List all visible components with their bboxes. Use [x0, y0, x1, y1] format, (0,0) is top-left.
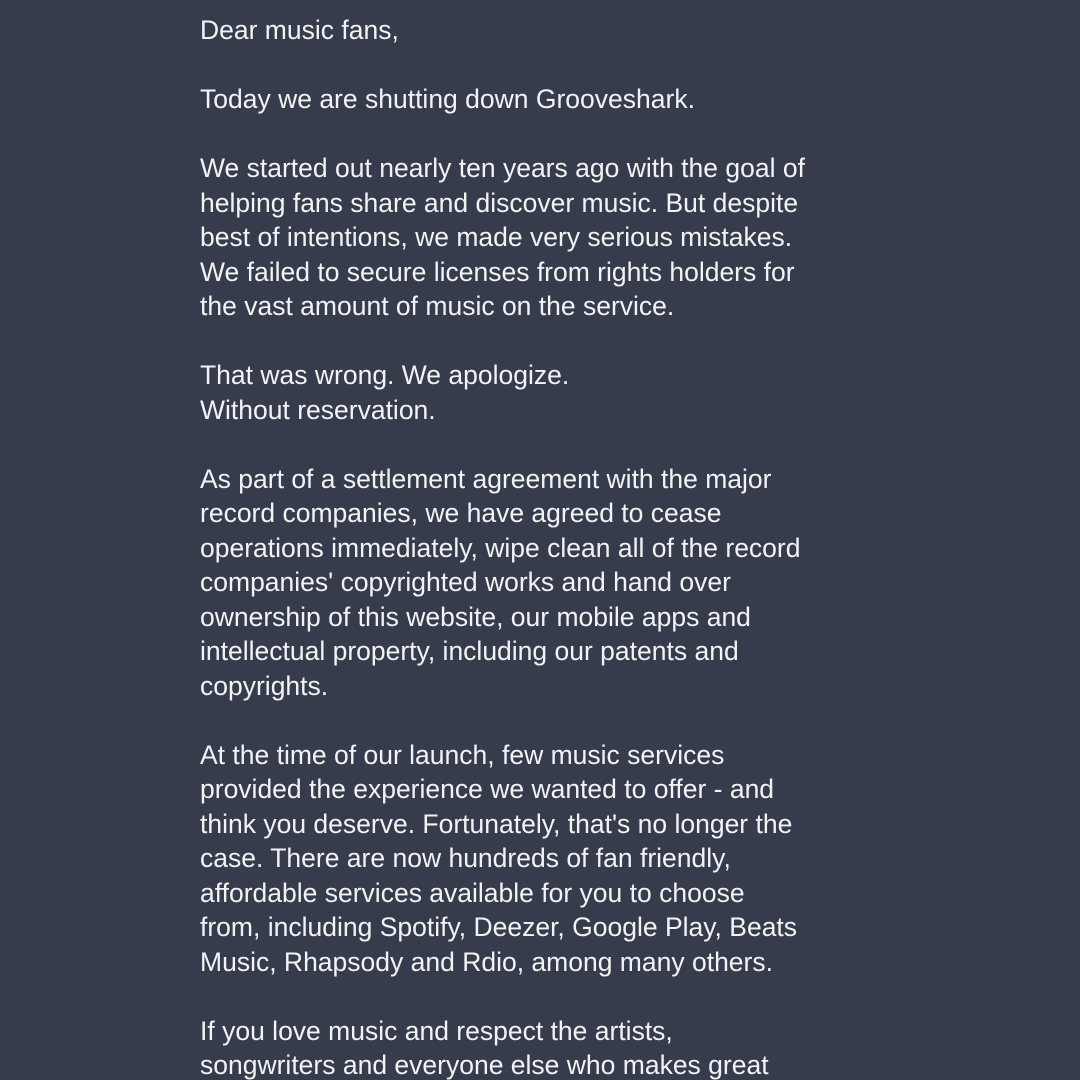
- paragraph-spacer: [200, 703, 880, 738]
- letter-line: songwriters and everyone else who makes great: [200, 1050, 769, 1080]
- letter-line: companies' copyrighted works and hand over: [200, 567, 731, 597]
- letter-line: As part of a settlement agreement with the major: [200, 463, 772, 494]
- letter-line: helping fans share and discover music. But despite: [200, 187, 799, 218]
- letter-line: copyrights.: [200, 670, 329, 701]
- letter-line: We started out nearly ten years ago with the goal of: [200, 153, 805, 183]
- letter-line: Music, Rhapsody and Rdio, among many others.: [200, 946, 773, 977]
- letter-line: Without reservation.: [200, 394, 436, 425]
- letter-line: Dear music fans,: [200, 15, 399, 45]
- letter-line: case. There are now hundreds of fan friendly,: [200, 843, 731, 873]
- paragraph-spacer: [200, 324, 880, 359]
- paragraph-spacer: [200, 48, 880, 83]
- letter-line: record companies, we have agreed to cease: [200, 498, 722, 528]
- letter-line: ownership of this website, our mobile apps and: [200, 601, 751, 632]
- letter-line: provided the experience we wanted to offer - and: [200, 774, 775, 804]
- letter-line: from, including Spotify, Deezer, Google Play, Beats: [200, 912, 798, 942]
- paragraph-spacer: [200, 979, 880, 1014]
- shutdown-letter: [200, 13, 880, 1080]
- paragraph-spacer: [200, 427, 880, 462]
- letter-line: best of intentions, we made very serious mistakes.: [200, 222, 793, 252]
- letter-line: That was wrong. We apologize.: [200, 360, 570, 390]
- letter-line: intellectual property, including our patents and: [200, 636, 739, 666]
- letter-line: Today we are shutting down Grooveshark.: [200, 84, 695, 114]
- letter-line: operations immediately, wipe clean all of the record: [200, 532, 801, 563]
- letter-line: affordable services available for you to choose: [200, 877, 745, 908]
- letter-line: the vast amount of music on the service.: [200, 291, 675, 321]
- paragraph-spacer: [200, 117, 880, 152]
- letter-line: If you love music and respect the artists,: [200, 1015, 673, 1046]
- letter-line: think you deserve. Fortunately, that's no longer the: [200, 808, 793, 839]
- letter-line: We failed to secure licenses from rights holders for: [200, 256, 795, 287]
- letter-line: At the time of our launch, few music services: [200, 739, 725, 770]
